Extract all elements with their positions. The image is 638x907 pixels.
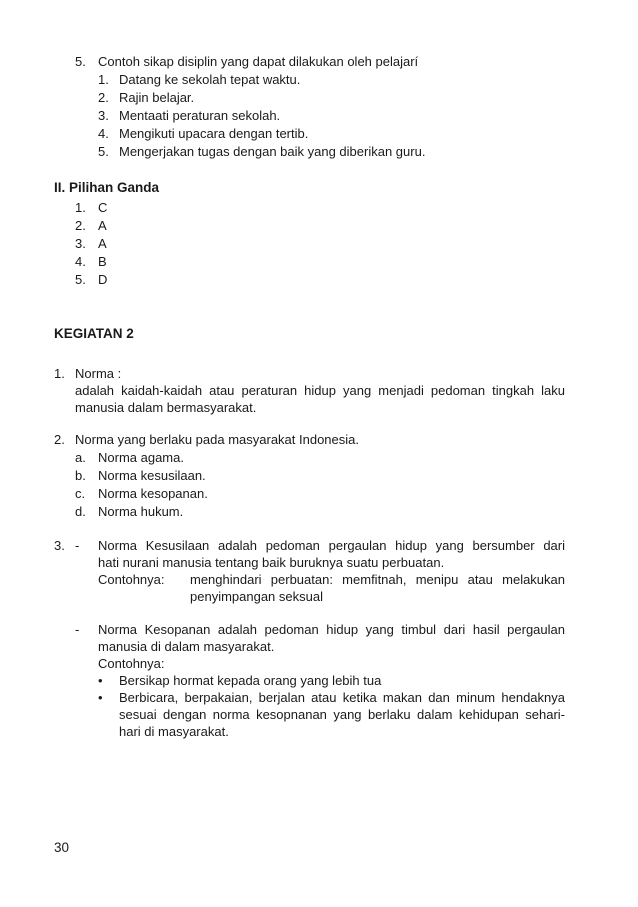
definition-line: manusia dalam bermasyarakat.	[75, 400, 257, 415]
option-text: Norma kesopanan.	[98, 486, 208, 501]
example-line: penyimpangan seksual	[190, 589, 323, 604]
bullet-icon: •	[98, 690, 103, 705]
bullet-line: hari di masyarakat.	[119, 724, 229, 739]
sub-text: Datang ke sekolah tepat waktu.	[119, 72, 301, 87]
sub-number: 4.	[98, 126, 109, 141]
sub-number: 2.	[98, 90, 109, 105]
option-text: Norma agama.	[98, 450, 184, 465]
dash-marker: -	[75, 538, 80, 553]
question-title: Norma yang berlaku pada masyarakat Indonesia.	[75, 432, 359, 447]
bullet-line: Berbicara, berpakaian, berjalan atau ketika makan dan minum hendaknya	[119, 690, 565, 705]
paragraph-line: Norma Kesopanan adalah pedoman hidup yang timbul dari hasil pergaulan	[98, 622, 565, 637]
example-line: menghindari perbuatan: memfitnah, menipu atau melakukan	[190, 572, 565, 587]
option-text: Norma kesusilaan.	[98, 468, 206, 483]
question-number: 1.	[54, 366, 65, 381]
sub-number: 5.	[98, 144, 109, 159]
sub-text: Mentaati peraturan sekolah.	[119, 108, 281, 123]
bullet-line: sesuai dengan norma kesopnanan yang berlaku dalam kehidupan sehari-	[119, 707, 565, 722]
example-label: Contohnya:	[98, 656, 165, 671]
sub-number: 1.	[98, 72, 109, 87]
sub-text: Rajin belajar.	[119, 90, 195, 105]
sub-number: 3.	[98, 108, 109, 123]
answer-value: C	[98, 200, 108, 215]
option-label: a.	[75, 450, 86, 465]
answer-number: 1.	[75, 200, 86, 215]
option-label: d.	[75, 504, 86, 519]
section-heading: II. Pilihan Ganda	[54, 180, 160, 195]
question-number: 3.	[54, 538, 65, 553]
bullet-icon: •	[98, 673, 103, 688]
paragraph-line: Norma Kesusilaan adalah pedoman pergaulan hidup yang bersumber dari	[98, 538, 565, 553]
kegiatan-heading: KEGIATAN 2	[54, 326, 134, 341]
answer-value: A	[98, 218, 107, 233]
question-number: 2.	[54, 432, 65, 447]
sub-text: Mengikuti upacara dengan tertib.	[119, 126, 309, 141]
item-number: 5.	[75, 54, 86, 69]
answer-value: D	[98, 272, 108, 287]
answer-value: B	[98, 254, 107, 269]
answer-value: A	[98, 236, 107, 251]
question-title: Norma :	[75, 366, 122, 381]
definition-line: adalah kaidah-kaidah atau peraturan hidup yang menjadi pedoman tingkah laku	[75, 383, 565, 398]
answer-number: 2.	[75, 218, 86, 233]
option-label: b.	[75, 468, 86, 483]
example-label: Contohnya:	[98, 572, 165, 587]
page-number: 30	[54, 840, 70, 855]
paragraph-line: manusia di dalam masyarakat.	[98, 639, 275, 654]
answer-number: 5.	[75, 272, 86, 287]
answer-number: 3.	[75, 236, 86, 251]
option-text: Norma hukum.	[98, 504, 184, 519]
sub-text: Mengerjakan tugas dengan baik yang diberikan guru.	[119, 144, 426, 159]
dash-marker: -	[75, 622, 80, 637]
bullet-line: Bersikap hormat kepada orang yang lebih tua	[119, 673, 382, 688]
item-text: Contoh sikap disiplin yang dapat dilakukan oleh pelajarí	[98, 54, 419, 69]
paragraph-line: hati nurani manusia tentang baik buruknya suatu perbuatan.	[98, 555, 445, 570]
answer-number: 4.	[75, 254, 86, 269]
option-label: c.	[75, 486, 86, 501]
